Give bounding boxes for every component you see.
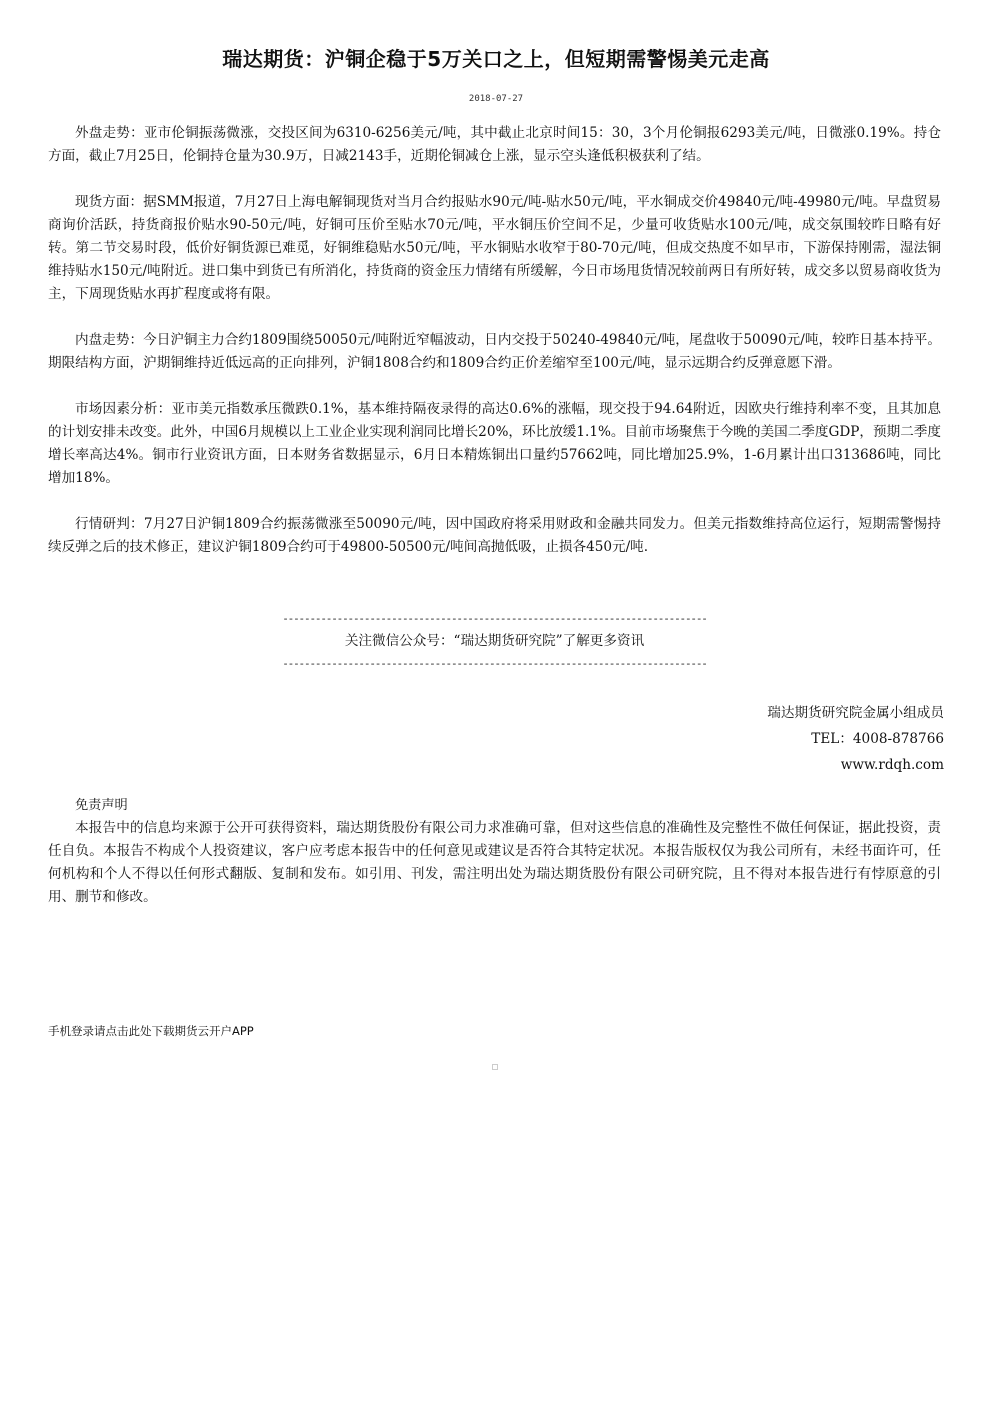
download-app-link[interactable]: 手机登录请点击此处下载期货云开户APP	[48, 1024, 254, 1038]
image-placeholder-icon	[492, 1064, 498, 1070]
signature-org: 瑞达期货研究院金属小组成员	[767, 705, 944, 721]
wechat-notice-text: 关注微信公众号：“瑞达期货研究院”了解更多资讯	[344, 633, 645, 649]
signature-tel: TEL：4008-878766	[811, 731, 944, 747]
article-body	[48, 122, 941, 582]
wechat-notice	[48, 612, 941, 671]
disclaimer-section	[48, 794, 941, 909]
paragraph-spot-market: 现货方面：据SMM报道，7月27日上海电解铜现货对当月合约报贴水90元/吨-贴水50元/吨，平水铜成交价49840元/吨-49980元/吨。早盘贸易商询价活跃，持货商报价贴水90-50元/吨，好铜可压价至贴水70元/吨，平水铜压价空间不足，少量可收货贴水100元/吨，成交氛围较昨日略有好转。第二节交易时段，低价好铜货源已难觅，好铜维稳贴水50元/吨，平水铜贴水收窄于80-70元/吨，但成交热度不如早市，下游保持刚需，湿法铜维持贴水150元/吨附近。进口集中到货已有所消化，持货商的资金压力情绪有所缓解，今日市场甩货情况较前两日有所好转，成交多以贸易商收货为主，下周现货贴水再扩程度或将有限。	[48, 194, 941, 302]
publish-date: 2018-07-27	[468, 94, 524, 104]
article-title: 瑞达期货：沪铜企稳于5万关口之上，但短期需警惕美元走高	[222, 47, 770, 71]
paragraph-domestic-market: 内盘走势：今日沪铜主力合约1809围绕50050元/吨附近窄幅波动，日内交投于50240-49840元/吨，尾盘收于50090元/吨，较昨日基本持平。期限结构方面，沪期铜维持近低远高的正向排列，沪铜1808合约和1809合约正价差缩窄至100元/吨，显示远期合约反弹意愿下滑。	[48, 332, 941, 371]
paragraph-market-factors: 市场因素分析：亚市美元指数承压微跌0.1%，基本维持隔夜录得的高达0.6%的涨幅，现交投于94.64附近，因欧央行维持利率不变，且其加息的计划安排未改变。此外，中国6月规模以上工业企业实现利润同比增长20%，环比放缓1.1%。目前市场聚焦于今晚的美国二季度GDP，预期二季度增长率高达4%。铜市行业资讯方面，日本财务省数据显示，6月日本精炼铜出口量约57662吨，同比增加25.9%，1-6月累计出口313686吨，同比增加18%。	[48, 401, 941, 486]
signature-block	[544, 700, 944, 778]
paragraph-outlook: 行情研判：7月27日沪铜1809合约振荡微涨至50090元/吨，因中国政府将采用财政和金融共同发力。但美元指数维持高位运行，短期需警惕持续反弹之后的技术修正，建议沪铜1809合约可于49800-50500元/吨间高抛低吸，止损各450元/吨.	[48, 516, 941, 555]
signature-website: www.rdqh.com	[840, 757, 944, 773]
divider-bottom: ------------------------------------------------------------------------------	[282, 657, 707, 670]
divider-top: ------------------------------------------------------------------------------	[282, 612, 707, 625]
disclaimer-heading: 免责声明	[75, 798, 128, 813]
disclaimer-text: 本报告中的信息均来源于公开可获得资料，瑞达期货股份有限公司力求准确可靠，但对这些信息的准确性及完整性不做任何保证，据此投资，责任自负。本报告不构成个人投资建议，客户应考虑本报告中的任何意见或建议是否符合其特定状况。本报告版权仅为我公司所有，未经书面许可，任何机构和个人不得以任何形式翻版、复制和发布。如引用、刊发，需注明出处为瑞达期货股份有限公司研究院，且不得对本报告进行有悖原意的引用、删节和修改。	[48, 820, 941, 905]
paragraph-overseas-market: 外盘走势：亚市伦铜振荡微涨，交投区间为6310-6256美元/吨，其中截止北京时间15：30，3个月伦铜报6293美元/吨，日微涨0.19%。持仓方面，截止7月25日，伦铜持仓量为30.9万，日减2143手，近期伦铜减仓上涨，显示空头逢低积极获利了结。	[48, 125, 941, 164]
